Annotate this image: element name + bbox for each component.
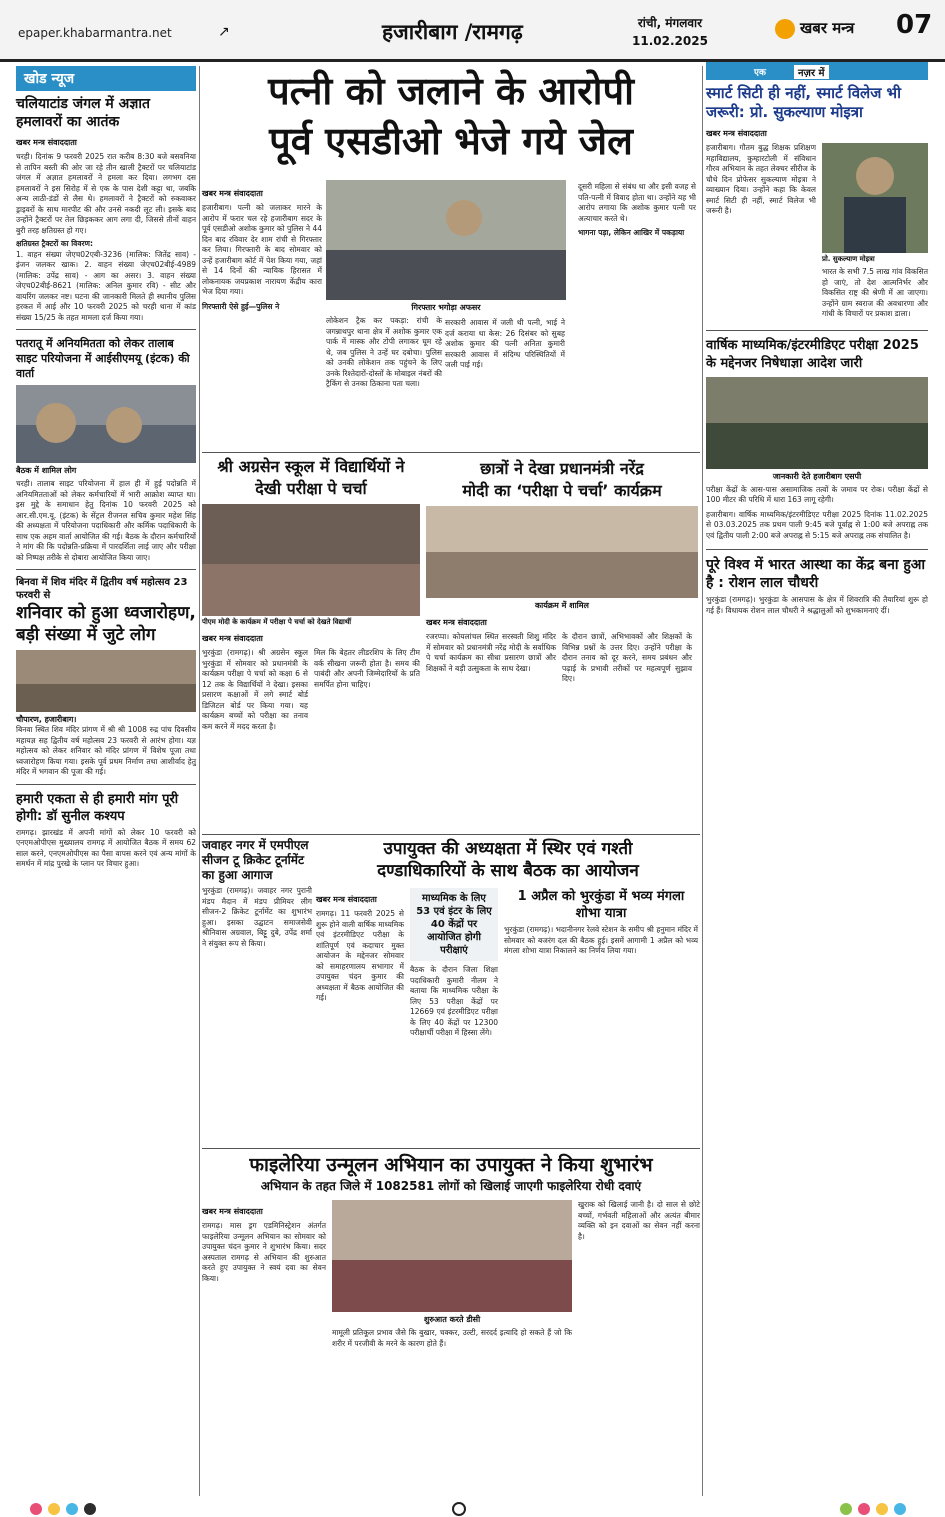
- arrest-photo: [326, 180, 566, 300]
- photo-shade: [844, 197, 906, 253]
- registration-dot: [858, 1503, 870, 1515]
- issue-date: 11.02.2025: [632, 34, 708, 48]
- story-body: के दौरान छात्रों, अभिभावकों और शिक्षकों के विभिन्न प्रश्नों के उत्तर दिए। उन्होंने परीक्षा के दौरान तनाव को दूर करने, समय प्रबंधन और पढ़ाई के प्रभावी तरीकों पर महत्वपूर्ण सुझाव दिए।: [562, 632, 692, 683]
- story-list: 1. वाहन संख्या जेएच02एबी-3236 (मालिक: जितेंद्र साव) - इंजन जलकर खाक। 2. वाहन संख्या जेएच02बीई-4989 (मालिक: उपेंद्र साव) - आग का असर। 3. वाहन संख्या जेएच02बीई-8621 (मालिक: अनिल कुमार रवि) - सीट और वायरिंग जलकर नष्ट। घटना की जानकारी मिलते ही स्थानीय पुलिस हरकत में आई और 10 फरवरी 2025 को चरही थाना में कांड संख्या 15/25 के तहत मामला दर्ज किया गया।: [16, 249, 196, 322]
- photo-shade: [332, 1260, 572, 1312]
- classroom-photo: [202, 504, 420, 616]
- lead-column-1: [202, 182, 322, 312]
- story-body: रजरप्पा। कोयलांचल स्थित सरस्वती शिशु मंदिर में सोमवार को प्रधानमंत्री नरेंद्र मोदी के सर्वाधिक पे चर्चा कार्यक्रम का सीधा प्रसारण छात्रों और शिक्षकों ने बड़ी उत्सुकता के साथ देखा।: [426, 632, 556, 673]
- photo-shade: [706, 423, 928, 469]
- photo-caption: प्रो. सुकल्याण मोइत्रा: [822, 255, 875, 263]
- filaria-story: [202, 1152, 700, 1349]
- divider: [16, 329, 196, 330]
- page-number: 07: [896, 10, 933, 40]
- story-headline: पूरे विश्व में भारत आस्था का केंद्र बना हुआ है : रोशन लाल चौधरी: [706, 557, 926, 591]
- registration-dot: [84, 1503, 96, 1515]
- registration-dot: [894, 1503, 906, 1515]
- photo-caption: पीएम मोदी के कार्यक्रम में परीक्षा पे चर्चा को देखते विद्यार्थी: [202, 618, 352, 626]
- event-photo: [426, 506, 698, 598]
- story-headline: वार्षिक माध्यमिक/इंटरमीडिएट परीक्षा 2025 के मद्देनजर निषेधाज्ञा आदेश जारी: [706, 337, 919, 371]
- section-rule: [202, 834, 700, 835]
- divider: [706, 549, 928, 550]
- brand-mark-icon: [775, 19, 795, 39]
- story-body: चरही। दिनांक 9 फरवरी 2025 रात करीब 8:30 बजे बसवनिया से तापिन बस्ती की ओर जा रहे तीन खाली ट्रैक्टरों पर चलियाटांड जंगल में अज्ञात हमलावरों ने हमला कर दिया। लगभग दस हमलावरों ने इस सिरोह में से एक के पास देशी कट्टा था, जबकि अन्य लाठी-डंडों से लैस थे। हमलावरों ने ट्रैक्टरों को रुकवाकर ड्राइवरों के साथ मारपीट की और उनसे नकदी लूट ली। इसके बाद उन्होंने ट्रैक्टरों पर तेल छिड़ककर आग लगा दी, जिससे तीनों वाहन बुरी तरह क्षतिग्रस्त हो गए।: [16, 152, 196, 235]
- story-body: चरही। तालाब साइट परियोजना में हाल ही में हुई पदोन्नति में अनियमितताओं को लेकर कर्मचारियों में भारी आक्रोश व्याप्त था। इस मुद्दे के समाधान हेतु दिनांक 10 फरवरी 2025 को आर.सी.एम.यू. (इंटक) के सेंट्रल रीजनल सचिव कुमार महेश सिंह की अध्यक्षता में परियोजना पदाधिकारी और कर्मिक पदाधिकारी के साथ एक अहम वार्ता आयोजित की गई। बैठक के दौरान कर्मचारियों ने मांग की कि पदोन्नति-प्रक्रिया में पारदर्शिता लाई जाए और परीक्षा को निष्पक्ष तरीके से दोबारा आयोजित किया जाए।: [16, 479, 196, 562]
- story-body: रामगढ़। मास ड्रग एडमिनिस्ट्रेशन अंतर्गत फाइलेरिया उन्मूलन अभियान का सोमवार को उपायुक्त चंदन कुमार ने शुभारंभ किया। सदर अस्पताल रामगढ़ से अभियान की शुरुआत करते हुए उपायुक्त ने स्वयं दवा का सेवन किया।: [202, 1221, 326, 1283]
- story-headline: हमारी एकता से ही हमारी मांग पूरी होगी: डॉ सुनील कश्यप: [16, 791, 179, 824]
- story-body: खुराक को खिलाई जानी है। दो साल से छोटे बच्चों, गर्भवती महिलाओं और अत्यंत बीमार व्यक्ति को इन दवाओं का सेवन नहीं करना है।: [578, 1200, 700, 1241]
- photo-shade: [16, 684, 196, 712]
- byline: खबर मन्त्र संवाददाता: [16, 138, 77, 147]
- sp-photo: [706, 377, 928, 469]
- story-body: भुरकुंडा (रामगढ़)। भदानीनगर रेलवे स्टेशन के समीप श्री हनुमान मंदिर में सोमवार को बजरंग दल की बैठक हुई। इसमें आगामी 1 अप्रैल को भव्य मंगला शोभा यात्रा निकालने का निर्णय लिया गया।: [504, 925, 698, 955]
- divider: [706, 330, 928, 331]
- lead-story: [202, 66, 700, 166]
- column-rule: [702, 66, 703, 1496]
- photo-shade: [426, 552, 698, 598]
- lead-headline-line-2: पूर्व एसडीओ भेजे गये जेल: [269, 119, 633, 163]
- story-headline: पतरातू में अनियमितता को लेकर तालाब साइट परियोजना में आईसीएमयू (इंटक) की वार्ता: [16, 337, 190, 380]
- story-body: हजारीबाग। वार्षिक माध्यमिक/इंटरमीडिएट परीक्षा 2025 दिनांक 11.02.2025 से 03.03.2025 तक प्रथम पाली 9:45 बजे पूर्वाह्न से 1:00 बजे अपराह्न तक एवं द्वितीय पाली 2:00 बजे अपराह्न से 5:15 बजे अपराह्न तक संचालित है।: [706, 509, 928, 540]
- place-day: रांची, मंगलवार: [637, 16, 703, 30]
- brand-logo: [775, 18, 854, 39]
- divider: [16, 569, 196, 570]
- story-headline: श्री अग्रसेन स्कूल में विद्यार्थियों ने देखी परीक्षा पे चर्चा: [217, 457, 405, 498]
- byline: खबर मन्त्र संवाददाता: [202, 1207, 263, 1216]
- meeting-photo: [16, 385, 196, 463]
- photo-caption: चौपारण, हजारीबाग।: [16, 715, 77, 724]
- column-rule: [199, 66, 200, 1496]
- photo-figure: [106, 407, 142, 443]
- site-url[interactable]: epaper.khabarmantra.net: [18, 26, 172, 40]
- story-kicker: बिनवा में शिव मंदिर में द्वितीय वर्ष महोत्सव 23 फरवरी से: [16, 577, 188, 601]
- story-body: हजारीबाग। गौतम बुद्ध शिक्षक प्रशिक्षण महाविद्यालय, कुम्हारटोली में संविधान गौरव अभियान के तहत लेक्चर सीरीज के चौथे दिन प्रोफेसर सुकल्याण मोइत्रा ने व्याख्यान दिया। उन्होंने कहा कि केवल स्मार्ट सिटी ही नहीं, स्मार्ट विलेज भी जरूरी है।: [706, 143, 816, 215]
- registration-dot: [48, 1503, 60, 1515]
- lead-body: सरकारी आवास में जली थी पत्नी, भाई ने दर्ज कराया था केस: 26 दिसंबर को सुबह अशोक कुमार की पत्नी अनिता कुमारी सरकारी आवास में संदिग्ध परिस्थितियों में जली पाई गई।: [445, 318, 565, 369]
- cricket-story: [202, 838, 312, 949]
- photo-figure: [856, 157, 894, 195]
- school-story: [202, 456, 420, 732]
- story-body: बैठक के दौरान जिला शिक्षा पदाधिकारी कुमारी नीलम ने बताया कि माध्यमिक परीक्षा के लिए 53 परीक्षा केंद्रों पर 12669 एवं इंटरमीडिएट परीक्षा के लिए 40 केंद्रों पर 12300 परीक्षार्थी परीक्षा में हिस्सा लेंगे।: [410, 965, 498, 1037]
- registration-dot: [30, 1503, 42, 1515]
- photo-caption: गिरफ्तार भगोड़ा अफसर: [411, 303, 481, 312]
- left-column: [16, 66, 196, 870]
- registration-dot: [876, 1503, 888, 1515]
- photo-figure: [446, 200, 482, 236]
- byline: खबर मन्त्र संवाददाता: [202, 189, 263, 198]
- cursor-icon: ↗: [218, 24, 230, 40]
- section-rule: [202, 1148, 700, 1149]
- photo-caption: शुरुआत करते डीसी: [423, 1315, 481, 1324]
- kicker-label: खोड न्यूज: [16, 66, 196, 91]
- medicine-photo: [332, 1200, 572, 1312]
- photo-caption: कार्यक्रम में शामिल: [535, 601, 589, 610]
- kicker-label-b: नज़र में: [794, 65, 829, 79]
- story-headline-line-1: छात्रों ने देखा प्रधानमंत्री नरेंद्र: [480, 459, 644, 478]
- dc-story: [316, 838, 700, 1039]
- story-body: भुरकुंडा (रामगढ़)। श्री अग्रसेन स्कूल भुरकुंडा में सोमवार को प्रधानमंत्री के कार्यक्रम परीक्षा पे चर्चा को कक्षा 6 से 12 तक के विद्यार्थियों ने देखा। इसका प्रसारण कक्षाओं में लगे स्मार्ट बोर्ड डिजिटल बोर्ड पर किया गया। यह कार्यक्रम बच्चों को परीक्षा का तनाव कम करने में मदद करता है।: [202, 648, 308, 731]
- byline: खबर मन्त्र संवाददाता: [202, 634, 263, 643]
- story-headline: स्मार्ट सिटी ही नहीं, स्मार्ट विलेज भी जरूरी: प्रो. सुकल्याण मोइत्रा: [706, 84, 901, 121]
- registration-dot: [840, 1503, 852, 1515]
- lead-subhead: गिरफ्तारी ऐसे हुई—पुलिस ने: [202, 301, 280, 311]
- story-body: परीक्षा केंद्रों के आस-पास असामाजिक तत्वों के जमाव पर रोक। परीक्षा केंद्रों से 100 मीटर की परिधि में धारा 163 लागू रहेगी।: [706, 484, 928, 504]
- story-headline-line-2: मोदी का ‘परीक्षा पे चर्चा’ कार्यक्रम: [462, 481, 662, 500]
- story-subhead: क्षतिग्रस्त ट्रैक्टरों का विवरण:: [16, 239, 93, 248]
- pm-story: [426, 458, 698, 685]
- story-body: मिल कि बेहतर लीडरशिप के लिए टीम वर्क सीखना जरूरी होता है। समय की पाबंदी और अपनी जिम्मेदारियों के प्रति समर्पित होना चाहिए।: [314, 648, 420, 689]
- byline: खबर मन्त्र संवाददाता: [426, 618, 487, 627]
- registration-dot: [66, 1503, 78, 1515]
- lead-body: दूसरी महिला से संबंध था और इसी वजह से पति-पत्नी में विवाद होता था। उन्होंने यह भी आरोप लगाया कि अशोक कुमार पत्नी पर अत्याचार करते थे।: [578, 182, 696, 223]
- lead-headline-line-1: पत्नी को जलाने के आरोपी: [268, 69, 634, 113]
- dateline: [632, 14, 708, 50]
- byline: खबर मन्त्र संवाददाता: [706, 129, 767, 138]
- story-headline: शनिवार को हुआ ध्वजारोहण, बड़ी संख्या में जुटे लोग: [16, 603, 196, 645]
- photo-caption: बैठक में शामिल लोग: [16, 466, 77, 475]
- footer-strip: [0, 1502, 945, 1517]
- section-title: हजारीबाग /रामगढ़: [382, 20, 523, 44]
- photo-caption: जानकारी देते हजारीबाग एसपी: [772, 471, 862, 481]
- story-headline-line-2: दण्डाधिकारियों के साथ बैठक का आयोजन: [377, 861, 639, 881]
- story-headline: जवाहर नगर में एमपीएल सीजन टू क्रिकेट टूर्नामेंट का हुआ आगाज: [202, 838, 309, 882]
- masthead: [0, 0, 945, 62]
- lead-column-3: [445, 318, 565, 371]
- right-column: [706, 62, 928, 616]
- photo-shade: [326, 250, 566, 300]
- story-subheadline: अभियान के तहत जिले में 1082581 लोगों को खिलाई जाएगी फाइलेरिया रोधी दवाएं: [260, 1179, 642, 1193]
- lead-body: हजारीबाग। पत्नी को जलाकर मारने के आरोप में फरार चल रहे हजारीबाग सदर के पूर्व एसडीओ अशोक कुमार को पुलिस ने 44 दिन बाद रविवार देर शाम रांची से गिरफ्तार कर लिया। गिरफ्तारी के बाद सोमवार को उन्हें हजारीबाग कोर्ट में पेश किया गया, जहां से 14 दिनों की न्यायिक हिरासत में लोकनायक जयप्रकाश नारायण केंद्रीय कारा भेज दिया गया।: [202, 203, 322, 296]
- byline: खबर मन्त्र संवाददाता: [316, 895, 377, 904]
- crosshair-icon: [452, 1502, 466, 1516]
- lead-subhead: भागना पड़ा, लेकिन आखिर में पकड़ाया: [578, 228, 685, 237]
- story-headline: चलियाटांड जंगल में अज्ञात हमलावरों का आतंक: [16, 96, 150, 130]
- story-body: भुरकुंडा (रामगढ़)। भुरकुंडा के आसपास के क्षेत्र में शिवरात्रि की तैयारियां शुरू हो गई हैं। विधायक रोशन लाल चौधरी ने श्रद्धालुओं को शुभकामनाएं दीं।: [706, 595, 928, 615]
- speaker-photo: [822, 143, 928, 253]
- divider: [16, 784, 196, 785]
- kicker-bar: [706, 62, 928, 80]
- lead-column-4: [578, 182, 696, 239]
- highlight-box: माध्यमिक के लिए 53 एवं इंटर के लिए 40 केंद्रों पर आयोजित होगी परीक्षाएं: [410, 888, 498, 961]
- story-headline-line-1: उपायुक्त की अध्यक्षता में स्थिर एवं गश्ती: [383, 839, 633, 859]
- story-body: बिनवा स्थित शिव मंदिर प्रांगण में श्री श्री 1008 रुद्र पांच दिवसीय महायज्ञ सह द्वितीय वर्ष महोत्सव 23 फरवरी से आरंभ होगा। यज्ञ महोत्सव को लेकर शनिवार को मंदिर प्रांगण में विशेष पूजा तथा ध्वजारोहण किया गया। इसके पूर्व प्रथम निर्माण तथा आशीर्वाद हेतु मंदिर में भगवान की पूजा की गई।: [16, 725, 196, 776]
- kicker-label-a: एक: [754, 68, 766, 78]
- section-rule: [202, 452, 700, 453]
- story-body: भुरकुंडा (रामगढ़)। जवाहर नगर पुरानी मंडप मैदान में मंडप प्रीमियर लीग सीजन-2 क्रिकेट टूर्नामेंट का शुभारंभ हुआ। इसका उद्घाटन समाजसेवी श्रीनिवास अग्रवाल, बिट्टू दुबे, उपेंद्र शर्मा ने संयुक्त रूप से किया।: [202, 886, 312, 948]
- story-headline: 1 अप्रैल को भुरकुंडा में भव्य मंगला शोभा यात्रा: [517, 889, 685, 921]
- lead-body: लोकेशन ट्रैक कर पकड़ा: रांची के जगन्नाथपुर थाना क्षेत्र में अशोक कुमार एक पार्क में मास्क और टोपी लगाकर घूम रहे थे, जब पुलिस ने उन्हें घर दबोचा। पुलिस को उनकी लोकेशन तक पहुंचने के लिए उनके रिश्तेदारों-दोस्तों के मोबाइल नंबरों की ट्रैकिंग से उनका ठिकाना पता चला।: [326, 316, 442, 388]
- story-body: रामगढ़। झारखंड में अपनी मांगों को लेकर 10 फरवरी को एनएमओपीएस मुख्यालय रामगढ़ में आयोजित बैठक में समय 62 साल करने, एनएमओपीएस का पैसा वापस करने एवं अन्य मांगों के समर्थन में मांद्र पुरखे के प्लान पर विचार हुआ।: [16, 827, 196, 868]
- brand-name: खबर मन्त्र: [800, 19, 855, 37]
- story-body: भारत के सभी 7.5 लाख गांव विकसित हो जाएं, तो देश आत्मनिर्भर और विकसित राष्ट्र की श्रेणी में आ जाएगा। उन्होंने ग्राम स्वराज की अवधारणा और गांधी के विचारों पर प्रकाश डाला।: [822, 267, 928, 318]
- story-body: रामगढ़। 11 फरवरी 2025 से शुरू होने वाली वार्षिक माध्यमिक एवं इंटरमीडिएट परीक्षा के शांतिपूर्ण एवं कदाचार मुक्त आयोजन के मद्देनजर सोमवार को समाहरणालय सभागार में उपायुक्त चंदन कुमार की अध्यक्षता में बैठक आयोजित की गई।: [316, 909, 404, 1002]
- photo-figure: [36, 403, 76, 443]
- flag-ceremony-photo: [16, 650, 196, 712]
- photo-shade: [202, 564, 420, 616]
- story-body: मामूली प्रतिकूल प्रभाव जैसे कि बुखार, चक्कर, उल्टी, सरदर्द इत्यादि हो सकते हैं जो कि शरीर में परजीवी के मरने के कारण होते हैं।: [332, 1328, 572, 1348]
- story-headline: फाइलेरिया उन्मूलन अभियान का उपायुक्त ने किया शुभारंभ: [249, 1154, 653, 1176]
